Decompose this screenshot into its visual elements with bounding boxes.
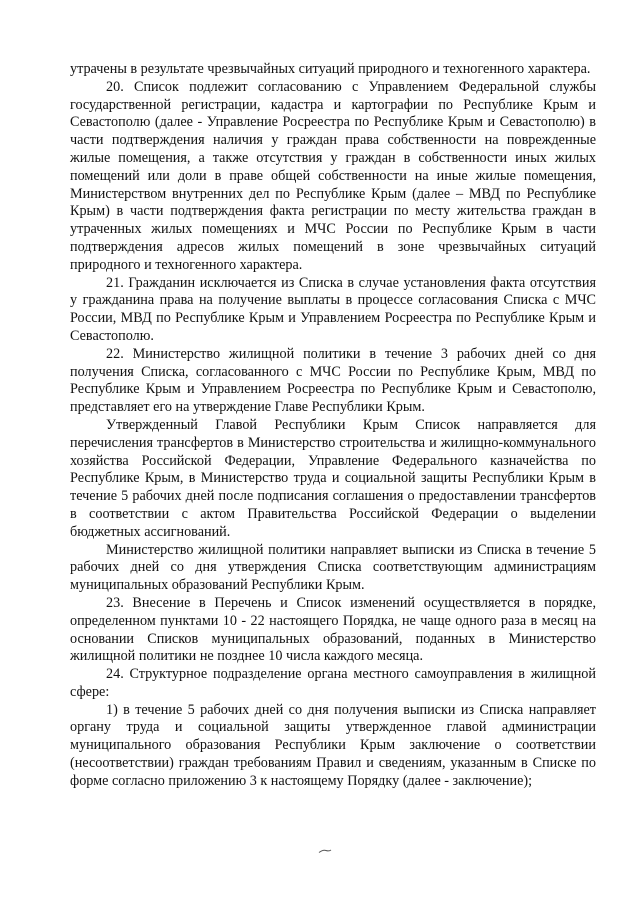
paragraph-continuation: утрачены в результате чрезвычайных ситуаций природного и техногенного характера. — [70, 61, 591, 77]
paragraph-approved-list: Утвержденный Главой Республики Крым Список направляется для перечисления трансфертов в Министерство строительства и жилищно-коммунального хозяйства Российской Федерации, Управление Федерального казначейства по Республике Крым, в Министерство труда и социальной защиты Республики Крым в течение 5 рабочих дней после подписания соглашения о предоставлении трансфертов в соответствии с актом Правительства Российской Федерации о выделении бюджетных ассигнований. — [70, 416, 596, 540]
paragraph-item-21: 21. Гражданин исключается из Списка в случае установления факта отсутствия у гражданина права на получение выплаты в процессе согласования Списка с МЧС России, МВД по Республике Крым и Управлением Росреестра по Республике Крым и Севастополю. — [70, 274, 596, 344]
paragraph-ministry-extracts: Министерство жилищной политики направляет выписки из Списка в течение 5 рабочих дней со дня утверждения Списка соответствующим администрациям муниципальных образований Республики Крым. — [70, 541, 596, 594]
paragraph-item-20: 20. Список подлежит согласованию с Управлением Федеральной службы государственной регистрации, кадастра и картографии по Республике Крым и Севастополю (далее - Управление Росреестра по Республике Крым и Севастополю) в части подтверждения наличия у граждан права собственности на поврежденные жилые помещения, а также отсутствия у граждан в собственности иных жилых помещений или доли в праве общей собственности на иные жилые помещения, Министерством внутренних дел по Республике Крым (далее – МВД по Республике Крым) в части подтверждения факта регистрации по месту жительства граждан в утраченных жилых помещениях и МЧС России по Республике Крым в части подтверждения адресов жилых помещений в зоне чрезвычайных ситуаций природного и техногенного характера. — [70, 78, 596, 273]
paragraph-item-23: 23. Внесение в Перечень и Список изменений осуществляется в порядке, определенном пунктами 10 - 22 настоящего Порядка, не чаще одного раза в месяц на основании Списков муниципальных образований, поданных в Министерство жилищной политики не позднее 10 числа каждого месяца. — [70, 594, 596, 665]
document-page — [70, 61, 596, 791]
paragraph-item-24-subitem-1: 1) в течение 5 рабочих дней со дня получения выписки из Списка направляет органу труда и социальной защиты утвержденное главой администрации муниципального образования Республики Крым заключение о соответствии (несоответствии) граждан требованиям Правил и сведениям, указанным в Списке по форме согласно приложению 3 к настоящему Порядку (далее - заключение); — [70, 701, 596, 789]
page-mark-icon — [318, 848, 332, 854]
paragraph-item-24: 24. Структурное подразделение органа местного самоуправления в жилищной сфере: — [70, 666, 596, 700]
paragraph-item-22: 22. Министерство жилищной политики в течение 3 рабочих дней со дня получения Списка, согласованного с МЧС России по Республике Крым, МВД по Республике Крым и Управлением Росреестра по Республике Крым и Севастополю, представляет его на утверждение Главе Республики Крым. — [70, 345, 596, 416]
